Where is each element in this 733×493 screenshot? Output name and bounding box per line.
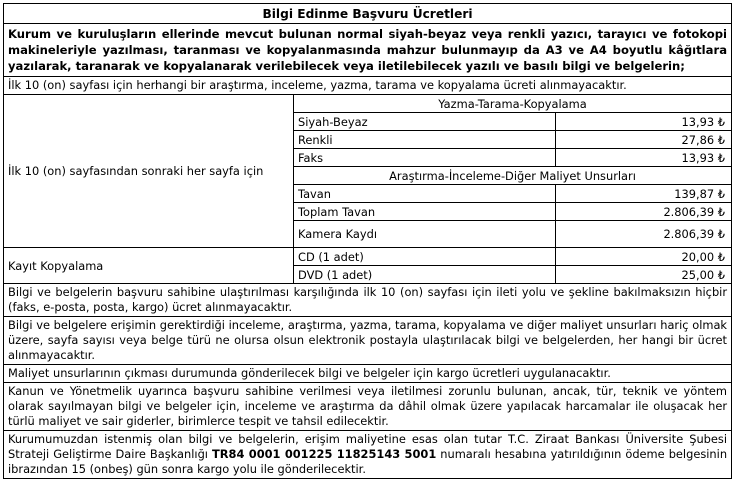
delivery-note: Bilgi ve belgelerin başvuru sahibine ulaştırılması karşılığında ilk 10 (on) sayfası için ileti yolu ve şekline bakılmaksızın hiçbir (faks, e-posta, posta, kargo) ücret alınmayacaktır. <box>4 284 732 317</box>
fee-label: Faks <box>294 149 556 167</box>
regulation-note: Kanun ve Yönetmelik uyarınca başvuru sahibine verilmesi veya iletilmesi zorunlu bulunan, ancak, tür, teknik ve yöntem olarak sayılmayan bilgi ve belgeler için, inceleme ve araştırma da dâhil olmak üzere yapılacak harcamalar ile oluşacak her türlü maliyet ve sair giderler, birimlerce tespit ve tahsil edilecektir. <box>4 383 732 431</box>
fee-value: 139,87 ₺ <box>556 185 732 203</box>
fee-value: 25,00 ₺ <box>556 266 732 284</box>
fee-label: Tavan <box>294 185 556 203</box>
fee-label: Kamera Kaydı <box>294 221 556 248</box>
fee-label: Renkli <box>294 131 556 149</box>
page-title: Bilgi Edinme Başvuru Ücretleri <box>4 4 732 24</box>
fee-value: 13,93 ₺ <box>556 149 732 167</box>
payment-note-text: numaralı hesabına yatırıldığının ödeme belgesinin ibrazından 15 (onbeş) gün sonra kargo yolu ile gönderilecektir. <box>8 447 728 476</box>
after-ten-pages-label: İlk 10 (on) sayfasından sonraki her sayfa için <box>4 95 294 248</box>
fee-document <box>3 3 731 490</box>
record-copy-label: Kayıt Kopyalama <box>4 248 294 284</box>
fee-label: Toplam Tavan <box>294 203 556 221</box>
fee-value: 20,00 ₺ <box>556 248 732 266</box>
fee-label: Siyah-Beyaz <box>294 113 556 131</box>
payment-note-text: Kurumumuzdan istenmiş olan bilgi ve belgelerin, erişim maliyetine esas olan tutar T.C. Ziraat Bankası Üniversite Şubesi Strateji Geliştirme Daire Başkanlığı <box>8 432 728 461</box>
email-note: Bilgi ve belgelere erişimin gerektirdiği inceleme, araştırma, yazma, tarama, kopyalama ve diğer maliyet unsurları hariç olmak üzere, sayfa sayısı veya belge türü ne olursa olsun elektronik postayla ulaştırılacak bilgi ve belgelerden, her hangi bir ücret alınmayacaktır. <box>4 317 732 365</box>
payment-note <box>4 431 732 479</box>
fee-value: 13,93 ₺ <box>556 113 732 131</box>
cost-section-header: Araştırma-İnceleme-Diğer Maliyet Unsurları <box>294 167 732 185</box>
fee-value: 2.806,39 ₺ <box>556 203 732 221</box>
fee-value: 27,86 ₺ <box>556 131 732 149</box>
fee-value: 2.806,39 ₺ <box>556 221 732 248</box>
fee-label: CD (1 adet) <box>294 248 556 266</box>
cargo-note: Maliyet unsurlarının çıkması durumunda gönderilecek bilgi ve belgeler için kargo ücretleri uygulanacaktır. <box>4 365 732 383</box>
fee-table <box>3 3 732 479</box>
first-ten-pages-note: İlk 10 (on) sayfası için herhangi bir araştırma, inceleme, yazma, tarama ve kopyalama ücreti alınmayacaktır. <box>4 77 732 95</box>
intro-paragraph: Kurum ve kuruluşların ellerinde mevcut bulunan normal siyah-beyaz veya renkli yazıcı, tarayıcı ve fotokopi makineleriyle yazılması, taranması ve kopyalanmasında mahzur bulunmayıp da A3 ve A4 boyutlu kâğıtlara yazılarak, taranarak ve kopyalanarak verilebilecek veya iletilebilecek yazılı ve basılı bilgi ve belgelerin; <box>4 24 732 77</box>
iban-number: TR84 0001 001225 11825143 5001 <box>212 447 437 461</box>
fee-label: DVD (1 adet) <box>294 266 556 284</box>
copy-section-header: Yazma-Tarama-Kopyalama <box>294 95 732 113</box>
